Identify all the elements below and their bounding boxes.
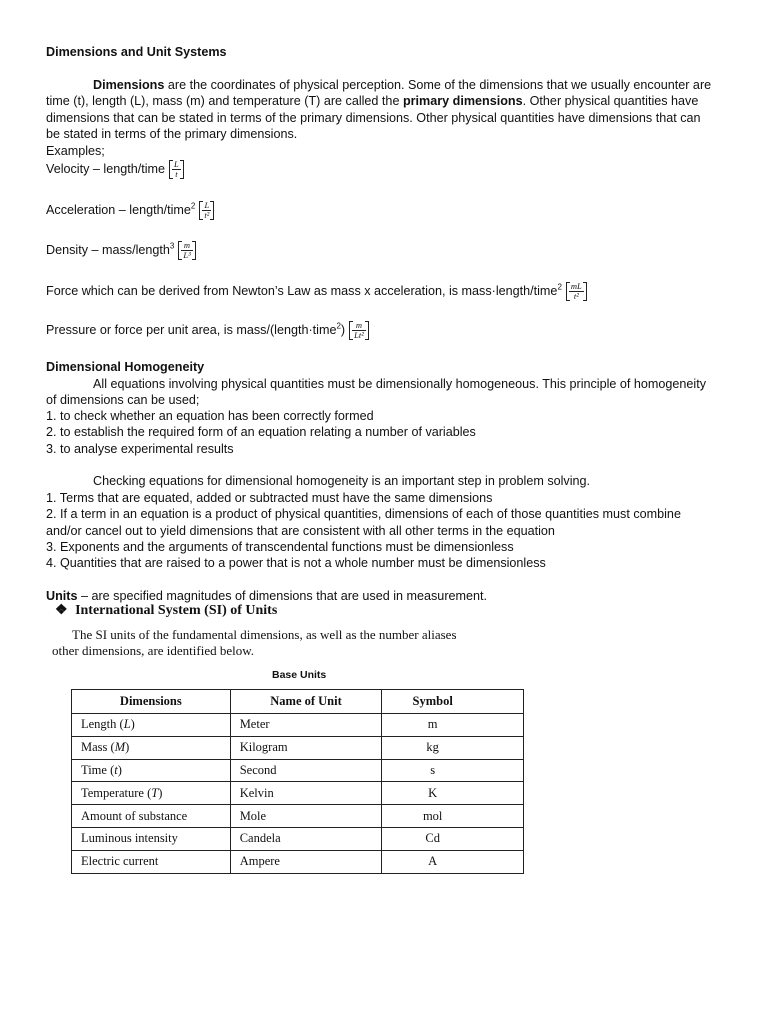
units-text: – are specified magnitudes of dimensions that are used in measurement. [77, 589, 488, 603]
symbol-cell: A [382, 850, 524, 873]
example-label: Density – mass/length [46, 242, 170, 257]
example-label: Pressure or force per unit area, is mass/(length·time [46, 322, 337, 337]
example-label: Velocity – length/time [46, 161, 166, 176]
unit-name-cell: Candela [230, 827, 382, 850]
unit-name-cell: Kelvin [230, 782, 382, 805]
si-base-units-table [71, 689, 524, 874]
example-label: Force which can be derived from Newton’s Law as mass x acceleration, is mass·length/time [46, 283, 558, 298]
diamond-bullet-icon: ❖ [55, 603, 68, 618]
dimension-bracket: $\frac{m}{\text{Lt²}}$ [349, 321, 369, 340]
list-item: 1. to check whether an equation has been correctly formed [46, 409, 374, 423]
list-item: 2. to establish the required form of an equation relating a number of variables [46, 425, 476, 440]
units-term: Units [46, 589, 78, 603]
column-header-unit: Name of Unit [230, 690, 382, 714]
list-item: 3. to analyse experimental results [46, 441, 234, 456]
dimension-cell: Electric current [72, 850, 231, 873]
unit-name-cell: Mole [230, 805, 382, 828]
example-density: Density – mass/length$^3$ $\frac{m}{\text{L³}}$ [46, 241, 196, 260]
table-row [72, 736, 524, 759]
si-text-line1: The SI units of the fundamental dimensions, as well as the number aliases [72, 627, 457, 642]
intro-text-c: . Other physical quantities have dimensions that can be stated in terms of the primary dimensions. Other physical quantities have dimensions that can be stated in terms of the primary dimensions. [46, 94, 701, 141]
homogeneity-rules [46, 490, 716, 571]
dimension-cell: Amount of substance [72, 805, 231, 828]
symbol-cell: Cd [382, 827, 524, 850]
dimension-bracket: $\frac{mL}{\text{t²}}$ [566, 282, 587, 301]
example-pressure: Pressure or force per unit area, is mass/(length·time$^2$) $\frac{m}{\text{Lt²}}$ [46, 321, 369, 340]
page-title: Dimensions and Unit Systems [46, 45, 227, 59]
intro-text-a: are the coordinates of physical perception. Some of the dimensions that we usually encounter are time (t), length (L), mass (m) and temperature (T) are called the [46, 78, 712, 109]
si-heading-text: International System (SI) of Units [75, 603, 278, 618]
table-row [72, 782, 524, 805]
example-label: Acceleration – length/time [46, 202, 191, 217]
example-force: Force which can be derived from Newton’s Law as mass x acceleration, is mass·length/time$^2$ $\frac{mL}{\text{t²}}$ [46, 282, 587, 301]
si-description [52, 627, 552, 658]
dimension-cell: Length (L) [72, 714, 231, 737]
dimension-cell: Luminous intensity [72, 827, 231, 850]
table-row [72, 759, 524, 782]
list-item: 2. If a term in an equation is a product of physical quantities, dimensions of each of those quantities must combine and/or cancel out to yield dimensions that are consistent with all other terms in the equation [46, 507, 681, 538]
intro-term: Dimensions [93, 78, 165, 92]
table-row [72, 850, 524, 873]
example-velocity [46, 160, 184, 179]
checking-intro: Checking equations for dimensional homogeneity is an important step in problem solving. [93, 474, 591, 488]
list-item: 3. Exponents and the arguments of transcendental functions must be dimensionless [46, 539, 514, 554]
dimension-bracket: $\frac{L}{\text{t²}}$ [199, 201, 214, 220]
homogeneity-heading: Dimensional Homogeneity [46, 360, 205, 374]
dimension-cell: Time (t) [72, 759, 231, 782]
homogeneity-intro: All equations involving physical quantities must be dimensionally homogeneous. This principle of homogeneity of dimensions can be used; [46, 377, 707, 408]
list-item: 1. Terms that are equated, added or subtracted must have the same dimensions [46, 491, 493, 505]
symbol-cell: s [382, 759, 524, 782]
si-text-line2: other dimensions, are identified below. [52, 642, 255, 658]
unit-name-cell: Second [230, 759, 382, 782]
intro-paragraph [46, 77, 716, 142]
table-header-row [72, 690, 524, 714]
unit-name-cell: Kilogram [230, 736, 382, 759]
homogeneity-uses [46, 408, 716, 457]
unit-name-cell: Meter [230, 714, 382, 737]
list-item: 4. Quantities that are raised to a power that is not a whole number must be dimensionless [46, 556, 546, 571]
dimension-bracket: $\frac{m}{\text{L³}}$ [178, 241, 195, 260]
symbol-cell: mol [382, 805, 524, 828]
dimension-cell: Mass (M) [72, 736, 231, 759]
table-row [72, 805, 524, 828]
examples-label: Examples; [46, 144, 105, 158]
table-row [72, 827, 524, 850]
symbol-cell: kg [382, 736, 524, 759]
column-header-dimensions: Dimensions [72, 690, 231, 714]
symbol-cell: m [382, 714, 524, 737]
unit-name-cell: Ampere [230, 850, 382, 873]
si-heading [55, 602, 277, 619]
column-header-symbol: Symbol [382, 690, 524, 714]
table-row [72, 714, 524, 737]
dimension-cell: Temperature (T) [72, 782, 231, 805]
symbol-cell: K [382, 782, 524, 805]
table-caption: Base Units [272, 669, 327, 681]
dimension-bracket: $\frac{L}{t}$ [169, 160, 184, 179]
example-acceleration: Acceleration – length/time$^2$ $\frac{L}{\text{t²}}$ [46, 201, 214, 220]
intro-bold: primary dimensions [402, 94, 523, 109]
